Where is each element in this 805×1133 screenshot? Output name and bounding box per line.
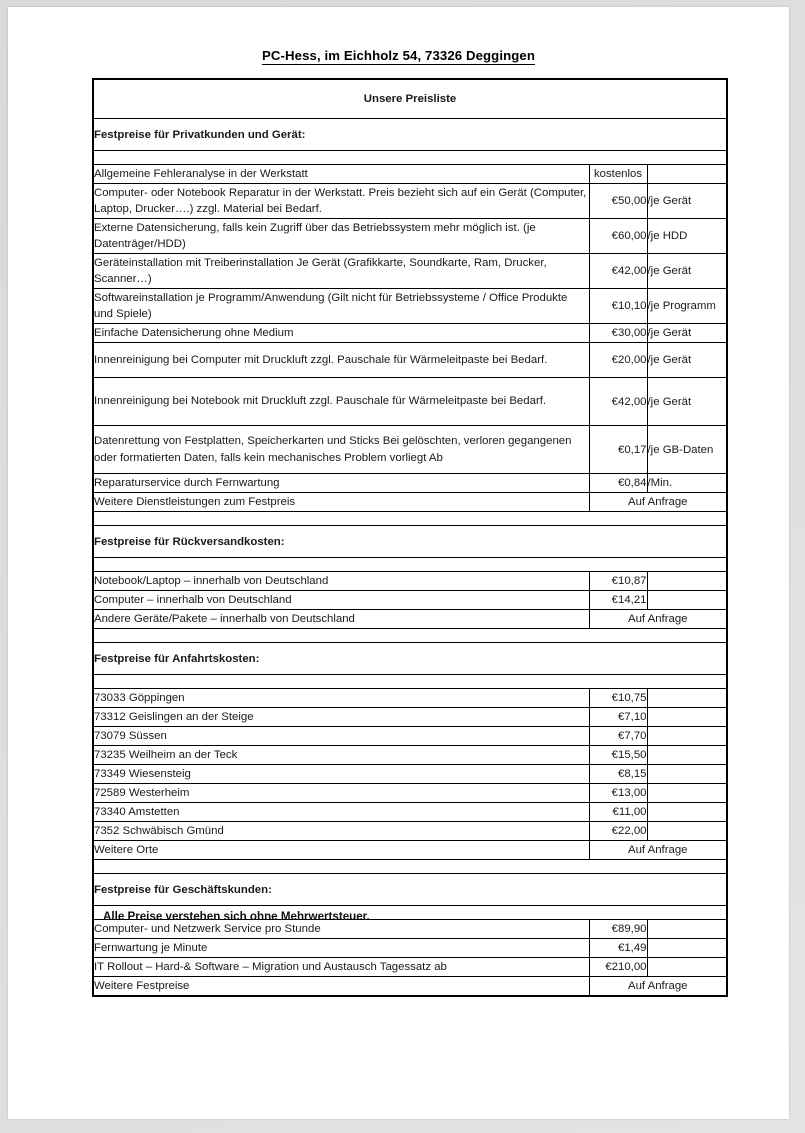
row-price: €11,00 xyxy=(589,803,647,822)
row-price: €10,87 xyxy=(589,572,647,591)
row-price: €42,00 xyxy=(589,254,647,289)
row-description: 73079 Süssen xyxy=(93,727,589,746)
row-description: Andere Geräte/Pakete – innerhalb von Deutschland xyxy=(93,610,589,629)
row-unit: /je Programm xyxy=(647,289,727,324)
table-row xyxy=(93,343,727,378)
row-price: €0,17 xyxy=(589,426,647,474)
row-unit: /je Gerät xyxy=(647,324,727,343)
row-price: €7,10 xyxy=(589,708,647,727)
row-description: Computer – innerhalb von Deutschland xyxy=(93,591,589,610)
document-page xyxy=(8,7,789,1119)
section-spacer-row xyxy=(93,675,727,689)
row-description: Allgemeine Fehleranalyse in der Werkstatt xyxy=(93,165,589,184)
row-unit xyxy=(647,727,727,746)
row-description: 73312 Geislingen an der Steige xyxy=(93,708,589,727)
row-description: 73235 Weilheim an der Teck xyxy=(93,746,589,765)
section-spacer-row xyxy=(93,558,727,572)
row-price: €0,84 xyxy=(589,474,647,493)
row-price: €210,00 xyxy=(589,958,647,977)
section-spacer-row xyxy=(93,151,727,165)
row-unit: /je Gerät xyxy=(647,343,727,378)
section-gap-row xyxy=(93,860,727,874)
row-price: €15,50 xyxy=(589,746,647,765)
row-description: Einfache Datensicherung ohne Medium xyxy=(93,324,589,343)
row-unit: /je Gerät xyxy=(647,378,727,426)
row-price: €22,00 xyxy=(589,822,647,841)
table-row xyxy=(93,689,727,708)
row-unit xyxy=(647,746,727,765)
row-on-request: Auf Anfrage xyxy=(589,841,727,860)
row-unit xyxy=(647,708,727,727)
row-description: Computer- und Netzwerk Service pro Stunde xyxy=(93,920,589,939)
row-unit xyxy=(647,822,727,841)
row-unit: /je Gerät xyxy=(647,254,727,289)
row-unit xyxy=(647,689,727,708)
table-row xyxy=(93,765,727,784)
table-row xyxy=(93,803,727,822)
row-description: Weitere Festpreise xyxy=(93,977,589,997)
row-description: Softwareinstallation je Programm/Anwendung (Gilt nicht für Betriebssysteme / Office Produkte und Spiele) xyxy=(93,289,589,324)
section-spacer-cell xyxy=(93,675,727,689)
table-row xyxy=(93,939,727,958)
row-description: 7352 Schwäbisch Gmünd xyxy=(93,822,589,841)
table-title-cell: Unsere Preisliste xyxy=(93,79,727,119)
row-unit xyxy=(647,803,727,822)
table-row xyxy=(93,727,727,746)
price-list-footnote: Alle Preise verstehen sich ohne Mehrwertsteuer. xyxy=(103,910,370,923)
table-row xyxy=(93,822,727,841)
row-price: €60,00 xyxy=(589,219,647,254)
row-price: €8,15 xyxy=(589,765,647,784)
row-unit: /je Gerät xyxy=(647,184,727,219)
row-description: Innenreinigung bei Computer mit Druckluft zzgl. Pauschale für Wärmeleitpaste bei Bedarf. xyxy=(93,343,589,378)
row-unit xyxy=(647,572,727,591)
row-price: €89,90 xyxy=(589,920,647,939)
row-price: €30,00 xyxy=(589,324,647,343)
row-description: Externe Datensicherung, falls kein Zugriff über das Betriebssystem mehr möglich ist. (je Datenträger/HDD) xyxy=(93,219,589,254)
row-description: IT Rollout – Hard-& Software – Migration und Austausch Tagessatz ab xyxy=(93,958,589,977)
table-row xyxy=(93,324,727,343)
row-price: €7,70 xyxy=(589,727,647,746)
row-description: 73340 Amstetten xyxy=(93,803,589,822)
table-row xyxy=(93,708,727,727)
table-row xyxy=(93,474,727,493)
table-row xyxy=(93,254,727,289)
row-unit xyxy=(647,765,727,784)
row-description: Innenreinigung bei Notebook mit Druckluft zzgl. Pauschale für Wärmeleitpaste bei Bedarf. xyxy=(93,378,589,426)
section-gap-row xyxy=(93,629,727,643)
row-description: Geräteinstallation mit Treiberinstallation Je Gerät (Grafikkarte, Soundkarte, Ram, Drucker, Scanner…) xyxy=(93,254,589,289)
section-header-label: Festpreise für Geschäftskunden: xyxy=(93,874,727,906)
row-unit: /Min. xyxy=(647,474,727,493)
section-spacer-cell xyxy=(93,151,727,165)
price-list-table xyxy=(92,78,728,997)
row-price: €10,10 xyxy=(589,289,647,324)
row-on-request: Auf Anfrage xyxy=(589,493,727,512)
row-unit: /je HDD xyxy=(647,219,727,254)
row-unit: /je GB-Daten xyxy=(647,426,727,474)
section-gap-cell xyxy=(93,629,727,643)
row-price: €10,75 xyxy=(589,689,647,708)
table-row xyxy=(93,289,727,324)
section-spacer-cell xyxy=(93,558,727,572)
row-unit xyxy=(647,939,727,958)
section-gap-row xyxy=(93,512,727,526)
table-row xyxy=(93,165,727,184)
price-list-table-wrap xyxy=(92,78,728,997)
row-description: Datenrettung von Festplatten, Speicherkarten und Sticks Bei gelöschten, verloren gegangenen oder formatierten Daten, falls kein mechanisches Problem vorliegt Ab xyxy=(93,426,589,474)
row-price: €42,00 xyxy=(589,378,647,426)
row-on-request: Auf Anfrage xyxy=(589,977,727,997)
section-header-label: Festpreise für Privatkunden und Gerät: xyxy=(93,119,727,151)
table-row xyxy=(93,184,727,219)
document-header-title-text: PC-Hess, im Eichholz 54, 73326 Deggingen xyxy=(262,48,535,63)
row-price: €20,00 xyxy=(589,343,647,378)
row-description: Fernwartung je Minute xyxy=(93,939,589,958)
row-description: 73033 Göppingen xyxy=(93,689,589,708)
table-row xyxy=(93,784,727,803)
table-row xyxy=(93,746,727,765)
row-description: Weitere Dienstleistungen zum Festpreis xyxy=(93,493,589,512)
section-header-row xyxy=(93,643,727,675)
table-row xyxy=(93,977,727,997)
row-price: €13,00 xyxy=(589,784,647,803)
table-title-row xyxy=(93,79,727,119)
row-on-request: Auf Anfrage xyxy=(589,610,727,629)
section-header-row xyxy=(93,526,727,558)
section-header-label: Festpreise für Rückversandkosten: xyxy=(93,526,727,558)
row-price: €14,21 xyxy=(589,591,647,610)
row-unit xyxy=(647,958,727,977)
table-row xyxy=(93,219,727,254)
table-row xyxy=(93,493,727,512)
row-description: Reparaturservice durch Fernwartung xyxy=(93,474,589,493)
row-description: 72589 Westerheim xyxy=(93,784,589,803)
row-price: €50,00 xyxy=(589,184,647,219)
document-header-title xyxy=(8,48,789,63)
section-header-label: Festpreise für Anfahrtskosten: xyxy=(93,643,727,675)
row-price: €1,49 xyxy=(589,939,647,958)
row-description: Notebook/Laptop – innerhalb von Deutschland xyxy=(93,572,589,591)
table-row xyxy=(93,610,727,629)
section-header-row xyxy=(93,874,727,906)
table-row xyxy=(93,591,727,610)
row-description: 73349 Wiesensteig xyxy=(93,765,589,784)
row-unit xyxy=(647,784,727,803)
section-gap-cell xyxy=(93,860,727,874)
section-gap-cell xyxy=(93,512,727,526)
row-description: Computer- oder Notebook Reparatur in der Werkstatt. Preis bezieht sich auf ein Gerät (Computer, Laptop, Drucker….) zzgl. Material bei Bedarf. xyxy=(93,184,589,219)
row-price: kostenlos xyxy=(589,165,647,184)
table-row xyxy=(93,572,727,591)
table-row xyxy=(93,841,727,860)
row-description: Weitere Orte xyxy=(93,841,589,860)
row-unit xyxy=(647,165,727,184)
row-unit xyxy=(647,591,727,610)
table-row xyxy=(93,378,727,426)
row-unit xyxy=(647,920,727,939)
section-header-row xyxy=(93,119,727,151)
table-row xyxy=(93,958,727,977)
table-row xyxy=(93,426,727,474)
